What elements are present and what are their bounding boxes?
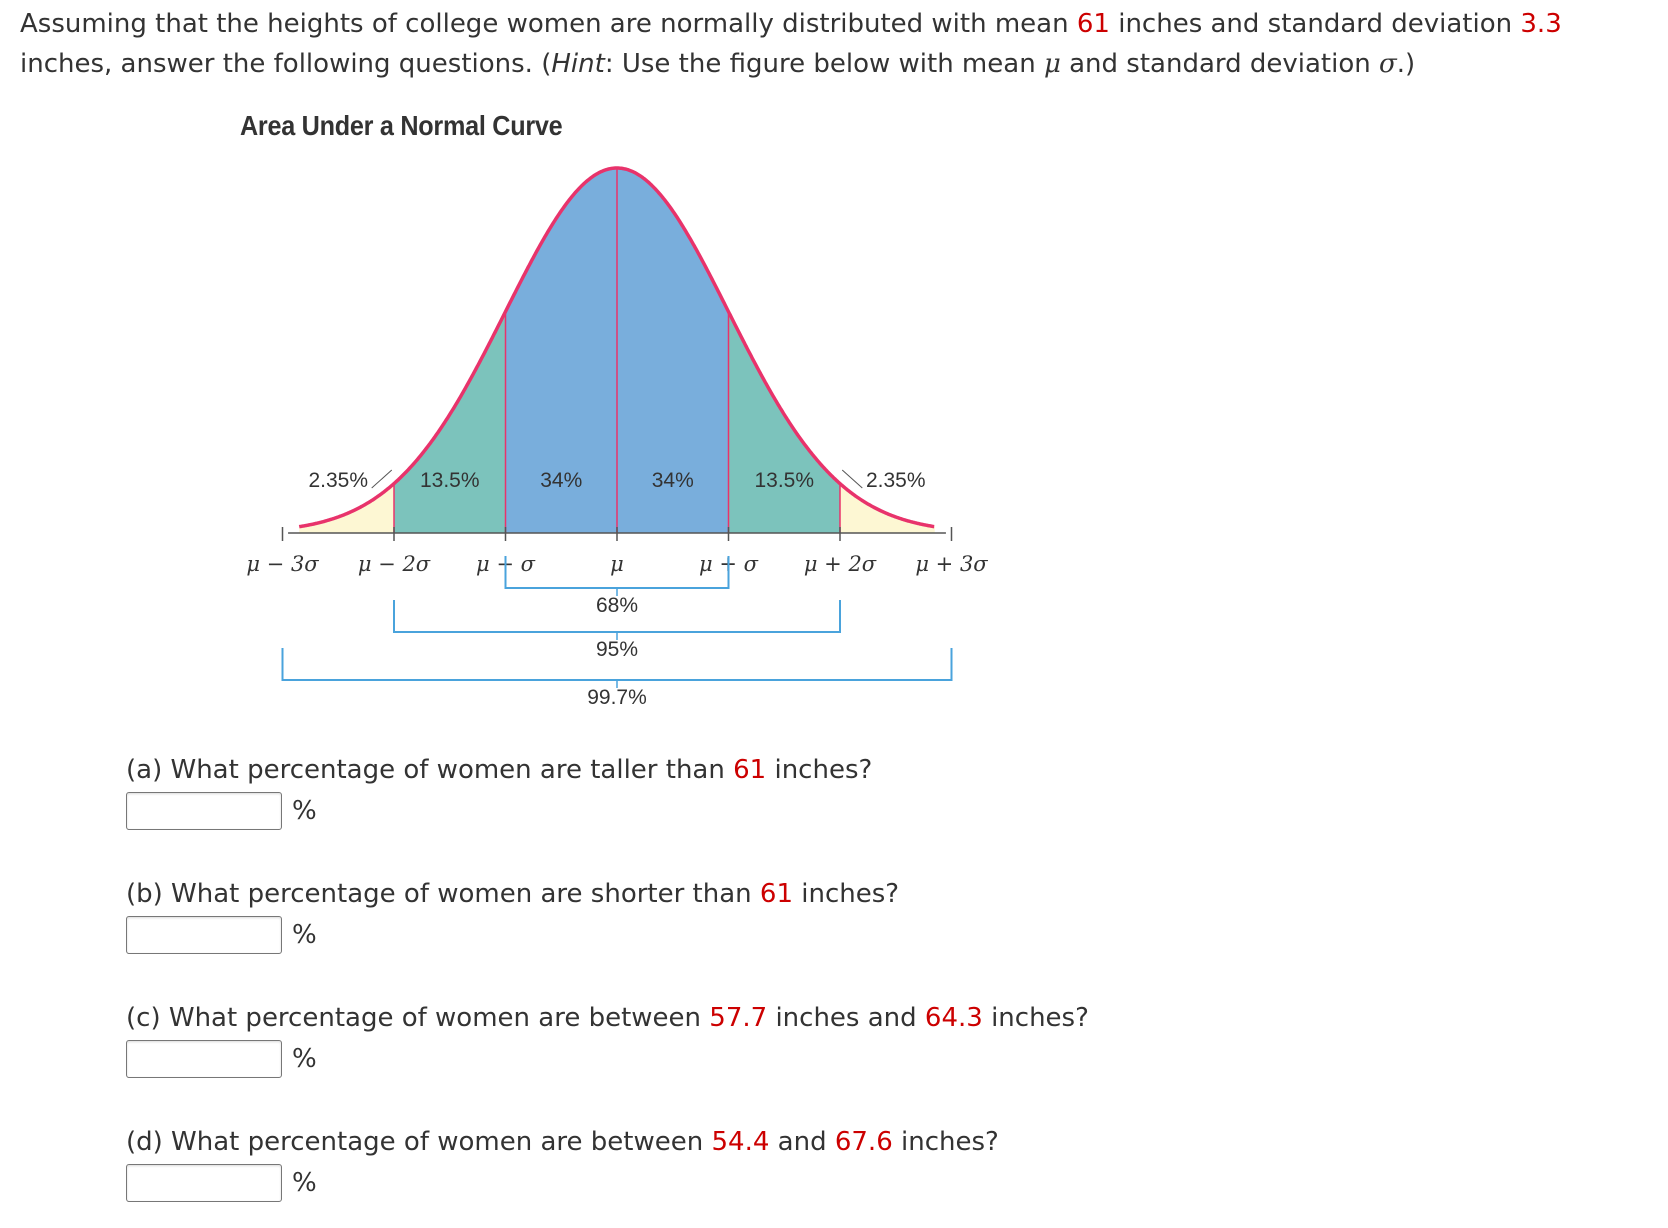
pointer-line xyxy=(372,470,392,488)
region-label: 2.35% xyxy=(308,469,369,492)
question-letter: (c) xyxy=(126,1003,161,1033)
bracket-label: 68% xyxy=(595,594,639,617)
question-value: 57.7 xyxy=(709,1003,768,1033)
pointer-line xyxy=(842,470,862,488)
region-label: 13.5% xyxy=(754,469,815,492)
question-a xyxy=(126,752,1526,830)
question-text: What percentage of women are shorter than xyxy=(162,879,760,909)
axis-label: μ − 2σ xyxy=(357,552,431,576)
intro-text: inches and standard deviation xyxy=(1109,9,1521,39)
sd-value: 3.3 xyxy=(1520,9,1562,39)
bracket-label: 99.7% xyxy=(587,686,647,709)
question-value: 54.4 xyxy=(711,1127,770,1157)
question-text: What percentage of women are taller than xyxy=(162,755,734,785)
question-text: and xyxy=(769,1127,835,1157)
question-value: 67.6 xyxy=(834,1127,893,1157)
question-value: 61 xyxy=(733,755,767,785)
question-c xyxy=(126,1000,1526,1078)
axis-label: μ xyxy=(610,552,624,576)
axis-label: μ + σ xyxy=(699,552,758,576)
answer-row xyxy=(126,916,1526,954)
question-text: What percentage of women are between xyxy=(162,1127,712,1157)
answer-row xyxy=(126,1164,1526,1202)
mean-value: 61 xyxy=(1076,9,1110,39)
question-d xyxy=(126,1124,1526,1202)
sigma-symbol: σ xyxy=(1379,49,1397,79)
intro-text: inches, answer the following questions. ( xyxy=(20,49,552,79)
question-text: What percentage of women are between xyxy=(160,1003,710,1033)
question-text: inches? xyxy=(793,879,900,909)
question-c-text xyxy=(126,1000,1526,1036)
question-b-text xyxy=(126,876,1526,912)
answer-input-b[interactable] xyxy=(126,916,282,954)
region-label: 34% xyxy=(651,469,694,492)
question-letter: (d) xyxy=(126,1127,163,1157)
axis-label: μ − 3σ xyxy=(246,552,319,576)
question-letter: (b) xyxy=(126,879,163,909)
question-value: 61 xyxy=(759,879,794,909)
intro-text: and standard deviation xyxy=(1060,49,1379,79)
region-label: 2.35% xyxy=(865,469,926,492)
percent-unit: % xyxy=(292,1044,317,1074)
question-letter: (a) xyxy=(126,755,163,785)
intro-text: : Use the figure below with mean xyxy=(604,49,1044,79)
answer-row xyxy=(126,1040,1526,1078)
answer-row xyxy=(126,792,1526,830)
intro-text: .) xyxy=(1396,49,1416,79)
answer-input-c[interactable] xyxy=(126,1040,282,1078)
region-label: 34% xyxy=(540,469,583,492)
hint-label: Hint xyxy=(551,49,605,79)
region-label: 13.5% xyxy=(419,469,480,492)
percent-unit: % xyxy=(292,920,317,950)
figure-title: Area Under a Normal Curve xyxy=(240,110,563,141)
axis-label: μ + 2σ xyxy=(803,552,877,576)
question-text: inches? xyxy=(982,1003,1089,1033)
question-value: 64.3 xyxy=(924,1003,983,1033)
percent-unit: % xyxy=(292,1168,317,1198)
answer-input-a[interactable] xyxy=(126,792,282,830)
question-b xyxy=(126,876,1526,954)
question-d-text xyxy=(126,1124,1526,1160)
question-a-text xyxy=(126,752,1526,788)
axis-label: μ + 3σ xyxy=(915,552,988,576)
axis-label: μ − σ xyxy=(476,552,535,576)
question-text: inches and xyxy=(767,1003,925,1033)
answer-input-d[interactable] xyxy=(126,1164,282,1202)
intro-text: Assuming that the heights of college women are normally distributed with mean xyxy=(20,9,1077,39)
bracket-label: 95% xyxy=(595,638,639,661)
question-text: inches? xyxy=(892,1127,999,1157)
percent-unit: % xyxy=(292,796,317,826)
question-text: inches? xyxy=(766,755,873,785)
mu-symbol: μ xyxy=(1043,49,1061,79)
